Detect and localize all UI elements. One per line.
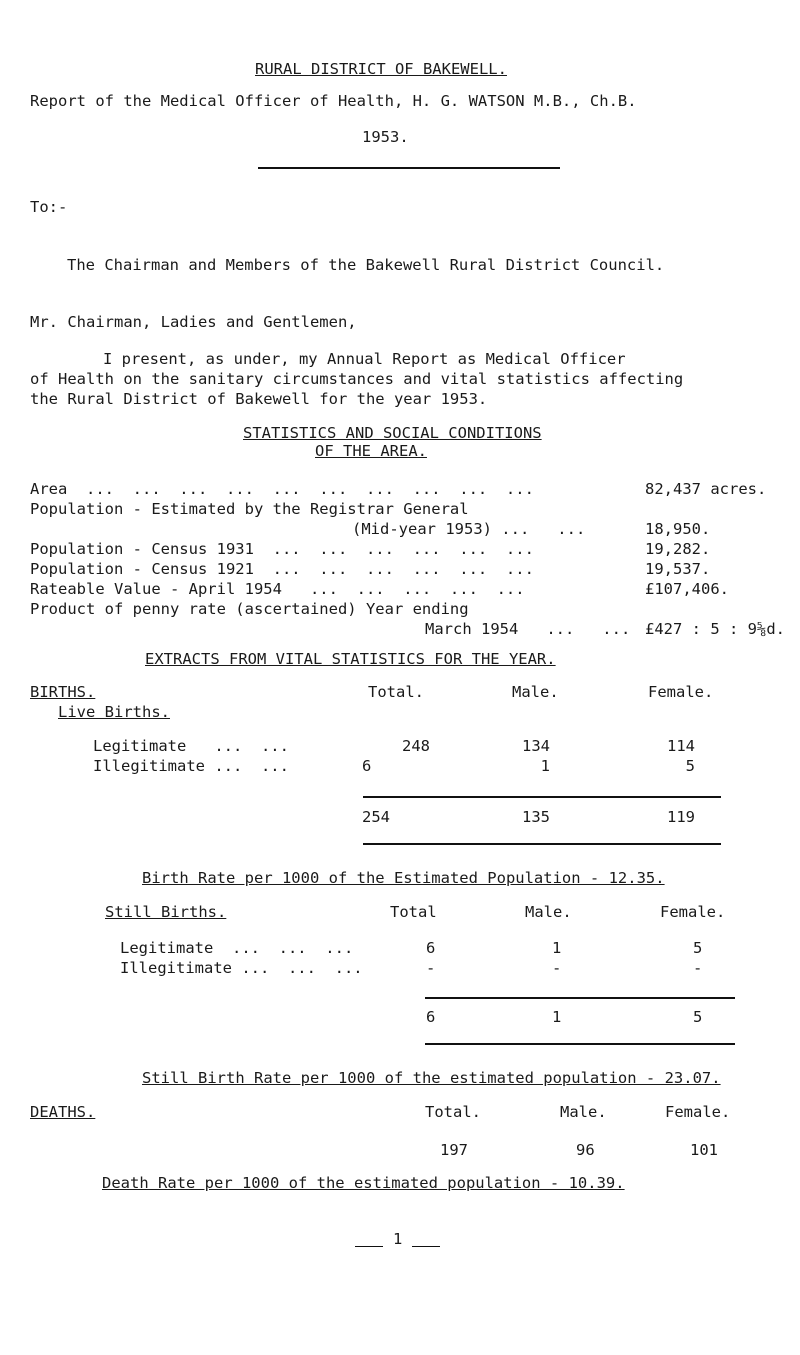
deaths-male: 96 xyxy=(576,1141,595,1159)
to-label: To:- xyxy=(30,198,68,216)
still-total-rule-bottom xyxy=(425,1043,735,1045)
vital-heading: EXTRACTS FROM VITAL STATISTICS FOR THE YEAR. xyxy=(145,650,556,668)
penny-rate-label: Product of penny rate (ascertained) Year ending xyxy=(30,600,469,618)
live-illegit-female: 5 xyxy=(685,757,695,775)
live-total-rule-bottom xyxy=(363,843,721,845)
live-illegit-male: 1 xyxy=(540,757,550,775)
report-year: 1953. xyxy=(362,128,409,146)
still-legit-female: 5 xyxy=(693,939,703,957)
page-number-rule-right xyxy=(412,1246,440,1247)
births-label: BIRTHS. xyxy=(30,683,96,701)
still-birth-rate: Still Birth Rate per 1000 of the estimated population - 23.07. xyxy=(142,1069,721,1087)
still-legit-male: 1 xyxy=(552,939,562,957)
census-1931-value: 19,282. xyxy=(645,540,711,558)
district-title: RURAL DISTRICT OF BAKEWELL. xyxy=(255,60,507,78)
penny-rate-label-2: March 1954 ... ... xyxy=(425,620,631,638)
still-legit-total: 6 xyxy=(426,939,436,957)
still-total-female: 5 xyxy=(693,1008,703,1026)
live-total-male: 135 xyxy=(522,808,550,826)
col-female: Female. xyxy=(648,683,714,701)
deaths-female: 101 xyxy=(690,1141,718,1159)
area-label: Area ... ... ... ... ... ... ... ... ... ... xyxy=(30,480,534,498)
stats-subheading: OF THE AREA. xyxy=(315,442,427,460)
header-rule xyxy=(258,167,560,169)
intro-line-1: I present, as under, my Annual Report as Medical Officer xyxy=(103,350,626,368)
deaths-col-male: Male. xyxy=(560,1103,607,1121)
still-col-male: Male. xyxy=(525,903,572,921)
live-births-label: Live Births. xyxy=(58,703,170,721)
still-illegit-female: - xyxy=(693,959,703,977)
deaths-total: 197 xyxy=(440,1141,468,1159)
still-total-rule-top xyxy=(425,997,735,999)
col-male: Male. xyxy=(512,683,559,701)
still-total-male: 1 xyxy=(552,1008,562,1026)
still-total: 6 xyxy=(426,1008,436,1026)
stats-heading: STATISTICS AND SOCIAL CONDITIONS xyxy=(243,424,542,442)
still-legit-label: Legitimate ... ... ... xyxy=(120,939,354,957)
deaths-label: DEATHS. xyxy=(30,1103,96,1121)
live-illegit-label: Illegitimate ... ... xyxy=(93,757,289,775)
live-total: 254 xyxy=(362,808,390,826)
col-total: Total. xyxy=(368,683,424,701)
live-legit-male: 134 xyxy=(522,737,550,755)
birth-rate: Birth Rate per 1000 of the Estimated Population - 12.35. xyxy=(142,869,665,887)
pop-estimate-label: Population - Estimated by the Registrar General xyxy=(30,500,469,518)
deaths-col-total: Total. xyxy=(425,1103,481,1121)
rateable-value-label: Rateable Value - April 1954 ... ... ... ... ... xyxy=(30,580,525,598)
rateable-value: £107,406. xyxy=(645,580,729,598)
live-total-female: 119 xyxy=(667,808,695,826)
census-1931-label: Population - Census 1931 ... ... ... ... ... ... xyxy=(30,540,534,558)
death-rate: Death Rate per 1000 of the estimated population - 10.39. xyxy=(102,1174,625,1192)
deaths-col-female: Female. xyxy=(665,1103,731,1121)
page-number: 1 xyxy=(393,1230,403,1248)
still-col-female: Female. xyxy=(660,903,726,921)
pop-estimate-label-2: (Mid-year 1953) ... ... xyxy=(352,520,586,538)
area-value: 82,437 acres. xyxy=(645,480,767,498)
live-illegit-total: 6 xyxy=(362,757,372,775)
still-births-label: Still Births. xyxy=(105,903,227,921)
report-title: Report of the Medical Officer of Health, H. G. WATSON M.B., Ch.B. xyxy=(30,92,637,110)
census-1921-label: Population - Census 1921 ... ... ... ... ... ... xyxy=(30,560,534,578)
pop-estimate-value: 18,950. xyxy=(645,520,711,538)
greeting: Mr. Chairman, Ladies and Gentlemen, xyxy=(30,313,357,331)
still-illegit-label: Illegitimate ... ... ... xyxy=(120,959,363,977)
penny-rate-value: £427 : 5 : 9⅝d. xyxy=(645,620,785,638)
live-legit-female: 114 xyxy=(667,737,695,755)
still-col-total: Total xyxy=(390,903,437,921)
live-legit-total: 248 xyxy=(402,737,430,755)
intro-line-2: of Health on the sanitary circumstances and vital statistics affecting xyxy=(30,370,684,388)
addressee: The Chairman and Members of the Bakewell Rural District Council. xyxy=(67,256,665,274)
live-total-rule-top xyxy=(363,796,721,798)
still-illegit-total: - xyxy=(426,959,436,977)
live-legit-label: Legitimate ... ... xyxy=(93,737,289,755)
intro-line-3: the Rural District of Bakewell for the year 1953. xyxy=(30,390,488,408)
still-illegit-male: - xyxy=(552,959,562,977)
page-number-rule-left xyxy=(355,1246,383,1247)
census-1921-value: 19,537. xyxy=(645,560,711,578)
